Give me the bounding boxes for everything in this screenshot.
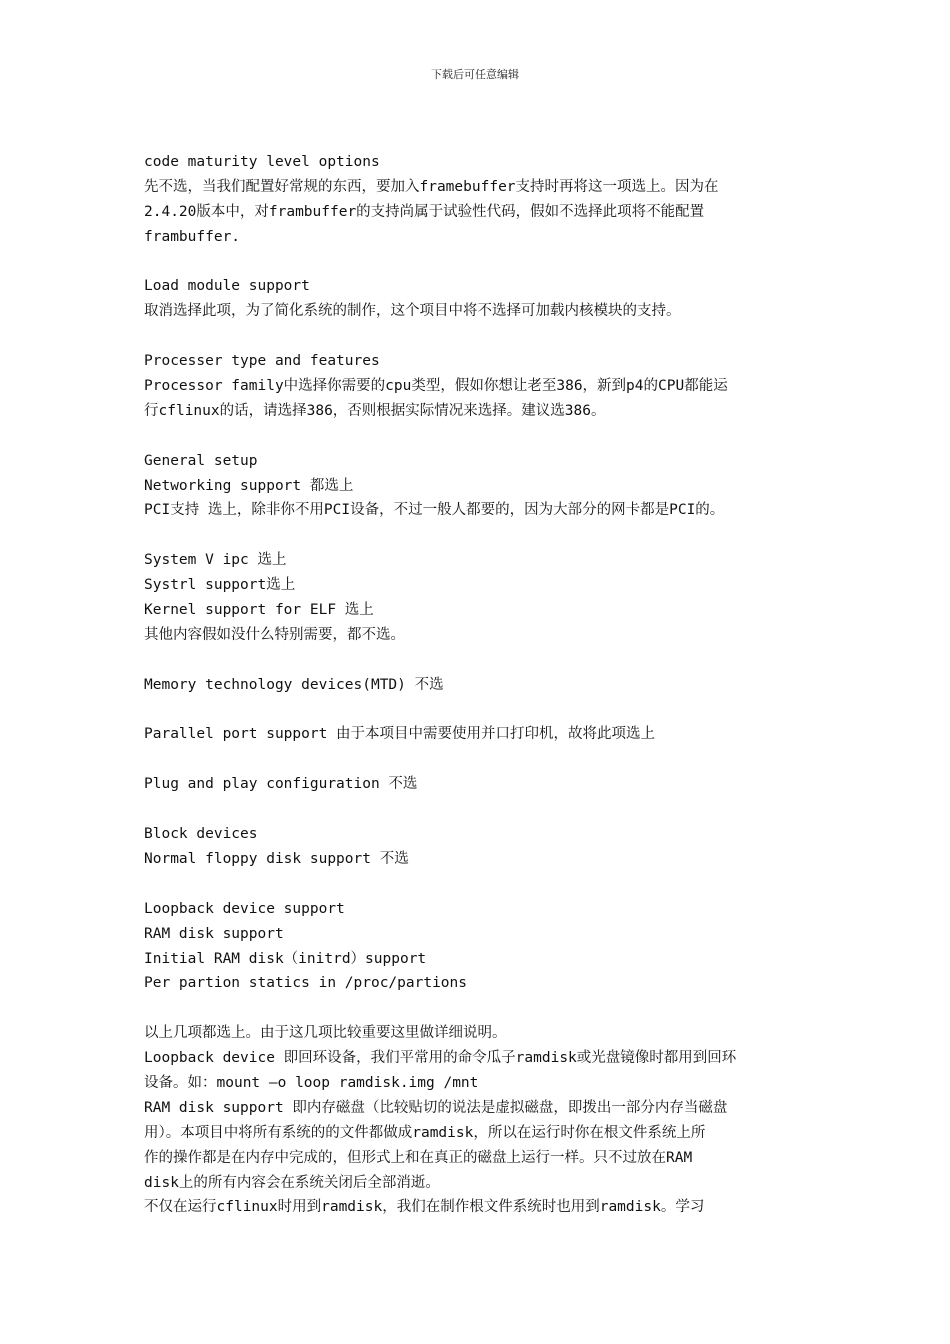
text-line: Plug and play configuration 不选 <box>144 776 418 793</box>
text-line: RAM disk support 即内存磁盘（比较贴切的说法是虚拟磁盘，即拨出一部分内存当磁盘 <box>144 1099 728 1116</box>
text-line: Loopback device 即回环设备，我们平常用的命令瓜子ramdisk或光盘镜像时都用到回环 <box>144 1050 737 1067</box>
text-line: RAM disk support <box>144 925 284 942</box>
blank-line <box>144 996 808 1021</box>
text-line: General setup <box>144 452 258 469</box>
blank-line <box>144 797 808 822</box>
blank-line <box>144 523 808 548</box>
text-line: Per partion statics in /proc/partions <box>144 975 468 992</box>
text-line: Networking support 都选上 <box>144 477 354 494</box>
text-line: Loopback device support <box>144 900 345 917</box>
text-line: Block devices <box>144 826 258 843</box>
text-line: PCI支持 选上，除非你不用PCI设备，不过一般人都要的，因为大部分的网卡都是PCI的。 <box>144 502 725 519</box>
text-line: 作的操作都是在内存中完成的，但形式上和在真正的磁盘上运行一样。只不过放在RAM <box>144 1149 693 1166</box>
text-line: Memory technology devices(MTD) 不选 <box>144 676 444 693</box>
blank-line <box>144 250 808 275</box>
text-line: Initial RAM disk（initrd）support <box>144 950 427 967</box>
text-line: 先不选，当我们配置好常规的东西，要加入framebuffer支持时再将这一项选上。因为在 <box>144 178 719 195</box>
text-line: disk上的所有内容会在系统关闭后全部消逝。 <box>144 1174 440 1191</box>
text-line: System V ipc 选上 <box>144 552 287 569</box>
text-line: Load module support <box>144 278 310 295</box>
text-line: 其他内容假如没什么特别需要，都不选。 <box>144 626 405 643</box>
blank-line <box>144 648 808 673</box>
blank-line <box>144 747 808 772</box>
text-line: Parallel port support 由于本项目中需要使用并口打印机，故将此项选上 <box>144 726 656 743</box>
blank-line <box>144 872 808 897</box>
text-line: Processor family中选择你需要的cpu类型，假如你想让老至386，新到p4的CPU都能运 <box>144 378 728 395</box>
text-line: Normal floppy disk support 不选 <box>144 850 409 867</box>
text-line: 以上几项都选上。由于这几项比较重要这里做详细说明。 <box>144 1025 507 1042</box>
text-line: 不仅在运行cflinux时用到ramdisk，我们在制作根文件系统时也用到ramdisk。学习 <box>144 1199 705 1216</box>
page-header: 下载后可任意编辑 <box>431 68 519 81</box>
text-line: Kernel support for ELF 选上 <box>144 602 374 619</box>
blank-line <box>144 698 808 723</box>
text-line: 设备。如：mount –o loop ramdisk.img /mnt <box>144 1074 479 1091</box>
text-line: code maturity level options <box>144 154 380 170</box>
blank-line <box>144 424 808 449</box>
text-line: 2.4.20版本中，对frambuffer的支持尚属于试验性代码，假如不选择此项将不能配置 <box>144 203 705 220</box>
text-line: 取消选择此项，为了简化系统的制作，这个项目中将不选择可加载内核模块的支持。 <box>144 303 681 320</box>
text-line: frambuffer. <box>144 228 241 245</box>
text-line: 用）。本项目中将所有系统的的文件都做成ramdisk，所以在运行时你在根文件系统上所 <box>144 1124 706 1141</box>
blank-line <box>144 324 808 349</box>
text-line: Processer type and features <box>144 353 380 370</box>
text-line: Systrl support选上 <box>144 577 296 594</box>
document-body <box>144 150 808 1220</box>
text-line: 行cflinux的话，请选择386，否则根据实际情况来选择。建议选386。 <box>144 402 606 419</box>
